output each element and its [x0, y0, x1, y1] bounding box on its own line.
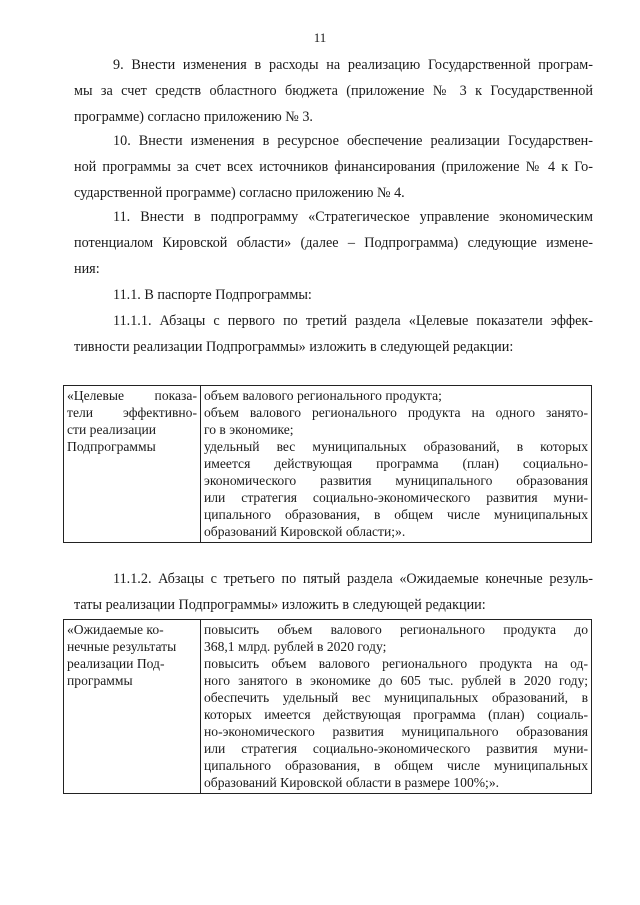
- text-line: таты реализации Подпрограммы» изложить в следующей редакции:: [74, 597, 486, 613]
- text-line: «Ожидаемые ко-: [67, 622, 164, 637]
- table-label-cell: [64, 386, 201, 543]
- text-line: тивности реализации Подпрограммы» изложить в следующей редакции:: [74, 339, 514, 355]
- paragraph-item-10: [74, 128, 593, 206]
- text-line: 11. Внести в подпрограмму «Стратегическое управление экономическим: [113, 209, 593, 225]
- paragraph-item-11: [74, 204, 593, 282]
- text-line: сти реализации: [67, 422, 157, 437]
- text-line: потенциалом Кировской области» (далее – Подпрограмма) следующие измене-: [74, 235, 593, 251]
- paragraph-item-11-1-1: [74, 308, 593, 360]
- text-line: которых имеется действующая программа (план) социаль-: [204, 707, 588, 722]
- text-line: 11.1.2. Абзацы с третьего по пятый раздела «Ожидаемые конечные резуль-: [113, 571, 593, 587]
- text-line: или стратегия социально-экономического развития муни-: [204, 490, 588, 505]
- table-row: [64, 620, 592, 794]
- text-line: 11.1.1. Абзацы с первого по третий раздела «Целевые показатели эффек-: [113, 313, 593, 329]
- text-line: ния:: [74, 261, 100, 277]
- text-line: объем валового регионального продукта на одного занято-: [204, 405, 588, 420]
- text-line: 10. Внести изменения в ресурсное обеспечение реализации Государствен-: [113, 133, 593, 149]
- table-value-cell: [201, 620, 592, 794]
- paragraph-item-11-1: [74, 282, 593, 308]
- text-line: 368,1 млрд. рублей в 2020 году;: [204, 639, 387, 654]
- text-line: программы: [67, 673, 133, 688]
- text-line: экономического развития муниципального образования: [204, 473, 588, 488]
- text-line: программе) согласно приложению № 3.: [74, 109, 313, 125]
- text-line: реализации Под-: [67, 656, 165, 671]
- text-line: но-экономического развития муниципального образования: [204, 724, 588, 739]
- text-line: нечные результаты: [67, 639, 177, 654]
- text-line: объем валового регионального продукта;: [204, 388, 442, 403]
- text-line: ного занятого в экономике до 605 тыс. рублей в 2020 году;: [204, 673, 588, 688]
- text-line: тели эффективно-: [67, 405, 197, 420]
- paragraph-item-9: [74, 52, 593, 130]
- text-line: имеется действующая программа (план) социально-: [204, 456, 588, 471]
- text-line: повысить объем валового регионального продукта до: [204, 622, 588, 637]
- table-value-cell: [201, 386, 592, 543]
- text-line: ной программы за счет всех источников финансирования (приложение № 4 к Го-: [74, 159, 593, 175]
- text-line: го в экономике;: [204, 422, 294, 437]
- expected-results-table: [63, 619, 592, 794]
- text-line: 9. Внести изменения в расходы на реализацию Государственной програм-: [113, 57, 593, 73]
- text-line: образований Кировской области в размере 100%;».: [204, 775, 500, 790]
- text-line: мы за счет средств областного бюджета (приложение № 3 к Государственной: [74, 83, 593, 99]
- paragraph-item-11-1-2: [74, 566, 593, 618]
- text-line: повысить объем валового регионального продукта на од-: [204, 656, 588, 671]
- text-line: или стратегия социально-экономического развития муни-: [204, 741, 588, 756]
- text-line: обеспечить удельный вес муниципальных образований, в: [204, 690, 588, 705]
- text-line: сударственной программе) согласно приложению № 4.: [74, 185, 405, 201]
- text-line: «Целевые показа-: [67, 388, 197, 403]
- text-line: Подпрограммы: [67, 439, 156, 454]
- text-line: образований Кировской области;».: [204, 524, 406, 539]
- page-number: 11: [313, 30, 327, 45]
- text-line: удельный вес муниципальных образований, в которых: [204, 439, 588, 454]
- table-row: [64, 386, 592, 543]
- table-label-cell: [64, 620, 201, 794]
- text-line: ципального образования, в общем числе муниципальных: [204, 758, 588, 773]
- text-line: ципального образования, в общем числе муниципальных: [204, 507, 588, 522]
- target-indicators-table: [63, 385, 592, 543]
- text-line: 11.1. В паспорте Подпрограммы:: [113, 287, 312, 303]
